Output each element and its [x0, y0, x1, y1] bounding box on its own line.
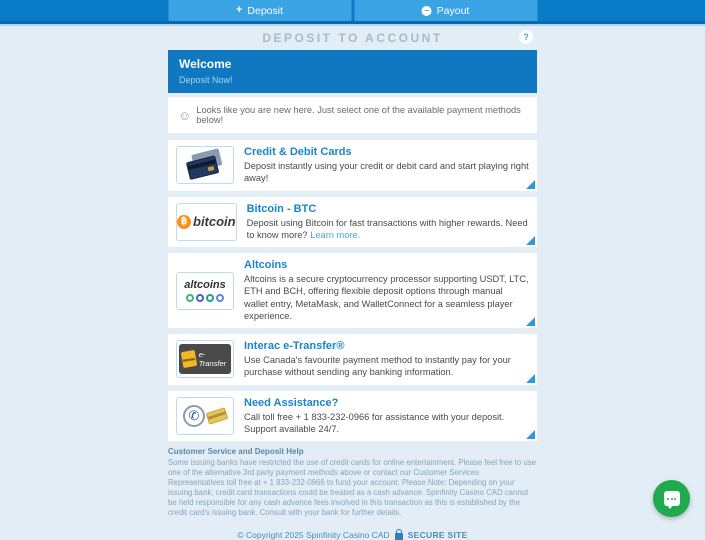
- payment-method-interac[interactable]: [168, 334, 537, 385]
- page-header: [168, 26, 537, 50]
- lock-icon: [395, 533, 403, 540]
- method-title: Altcoins: [244, 259, 288, 272]
- bitcoin-icon: [176, 203, 237, 241]
- method-description: Use Canada's favourite payment method to instantly pay for your purchase without sending any banking information.: [244, 355, 511, 378]
- new-user-notice: [168, 97, 537, 133]
- phone-assistance-icon: [176, 397, 234, 435]
- bitcoin-wordmark: bitcoin: [193, 214, 236, 230]
- phone-icon: ✆: [183, 405, 205, 427]
- interac-badge: Interac: [181, 350, 197, 368]
- card-icon: [206, 407, 229, 425]
- welcome-title: Welcome: [179, 57, 232, 71]
- chat-bubble-icon: [664, 491, 680, 506]
- method-title: Need Assistance?: [244, 396, 339, 409]
- interac-wordmark: e-Transfer: [198, 350, 227, 369]
- help-body: Some issuing banks have restricted the use of credit cards for online entertainment. Please feel free to use one of the alternative 3rd party payment methods above or contact our Customer Services Representatives toll free at + 1 833-232-0966 to fund your account. Please Note: Depending on your issuing bank, credit card transactions could be treated as a cash advance. Spinfinity Casino CAD cannot be held responsible for any cash advance fees involved in this transaction as this is established by the credit card's issuing bank. Consult with your bank for further details.: [168, 458, 536, 518]
- secure-site-label: SECURE SITE: [407, 530, 468, 540]
- method-title: Interac e-Transfer®: [244, 340, 345, 353]
- altcoins-wordmark: altcoins: [184, 278, 226, 291]
- payout-circle-icon: −: [422, 6, 432, 16]
- payment-method-credit-cards[interactable]: [168, 140, 537, 191]
- content-column: [168, 50, 537, 540]
- copyright-text: © Copyright 2025 Spinfinity Casino CAD: [237, 530, 390, 540]
- payment-method-bitcoin[interactable]: [168, 197, 537, 248]
- copyright-row: [168, 530, 537, 540]
- page-title: DEPOSIT TO ACCOUNT: [262, 31, 443, 45]
- welcome-banner: [168, 50, 537, 93]
- smiley-icon: ☺: [178, 107, 192, 123]
- corner-fold-icon: [526, 374, 535, 383]
- live-chat-button[interactable]: [653, 480, 690, 517]
- tab-payout-label: Payout: [436, 4, 470, 17]
- customer-service-help: [168, 447, 537, 518]
- help-icon[interactable]: ?: [519, 30, 533, 44]
- altcoin-coin-icons: [184, 294, 226, 302]
- plus-icon: +: [235, 4, 243, 16]
- top-bar: [0, 0, 705, 21]
- method-title: Bitcoin - BTC: [246, 202, 317, 215]
- corner-fold-icon: [526, 317, 535, 326]
- method-description: Deposit instantly using your credit or debit card and start playing right away!: [244, 161, 529, 184]
- welcome-subtitle: Deposit Now!: [179, 75, 233, 85]
- method-description: Altcoins is a secure cryptocurrency processor supporting USDT, LTC, ETH and BCH, offering flexible deposit options through manual wallet entry, MetaMask, and WalletConnect for a seamless player experience.: [244, 274, 529, 321]
- payment-method-assistance[interactable]: [168, 391, 537, 442]
- method-description: Deposit using Bitcoin for fast transactions with higher rewards. Need to know more?: [246, 217, 528, 240]
- help-heading: Customer Service and Deposit Help: [168, 447, 304, 457]
- tab-deposit-label: Deposit: [247, 4, 284, 17]
- corner-fold-icon: [526, 430, 535, 439]
- interac-icon: [176, 340, 234, 378]
- altcoins-icon: [176, 272, 234, 310]
- corner-fold-icon: [526, 180, 535, 189]
- method-description: Call toll free + 1 833-232-0966 for assistance with your deposit. Support available 24/7.: [244, 411, 505, 434]
- bitcoin-symbol: ฿: [177, 215, 191, 229]
- payment-method-altcoins[interactable]: [168, 253, 537, 328]
- method-title: Credit & Debit Cards: [244, 146, 352, 158]
- corner-fold-icon: [526, 236, 535, 245]
- tab-deposit[interactable]: [168, 0, 351, 21]
- notice-text: Looks like you are new here. Just select one of the available payment methods below!: [196, 105, 521, 125]
- tab-payout[interactable]: [354, 0, 537, 21]
- deposit-payout-tabs: [168, 0, 537, 21]
- learn-more-link[interactable]: Learn more.: [310, 229, 361, 240]
- credit-cards-icon: [176, 146, 234, 184]
